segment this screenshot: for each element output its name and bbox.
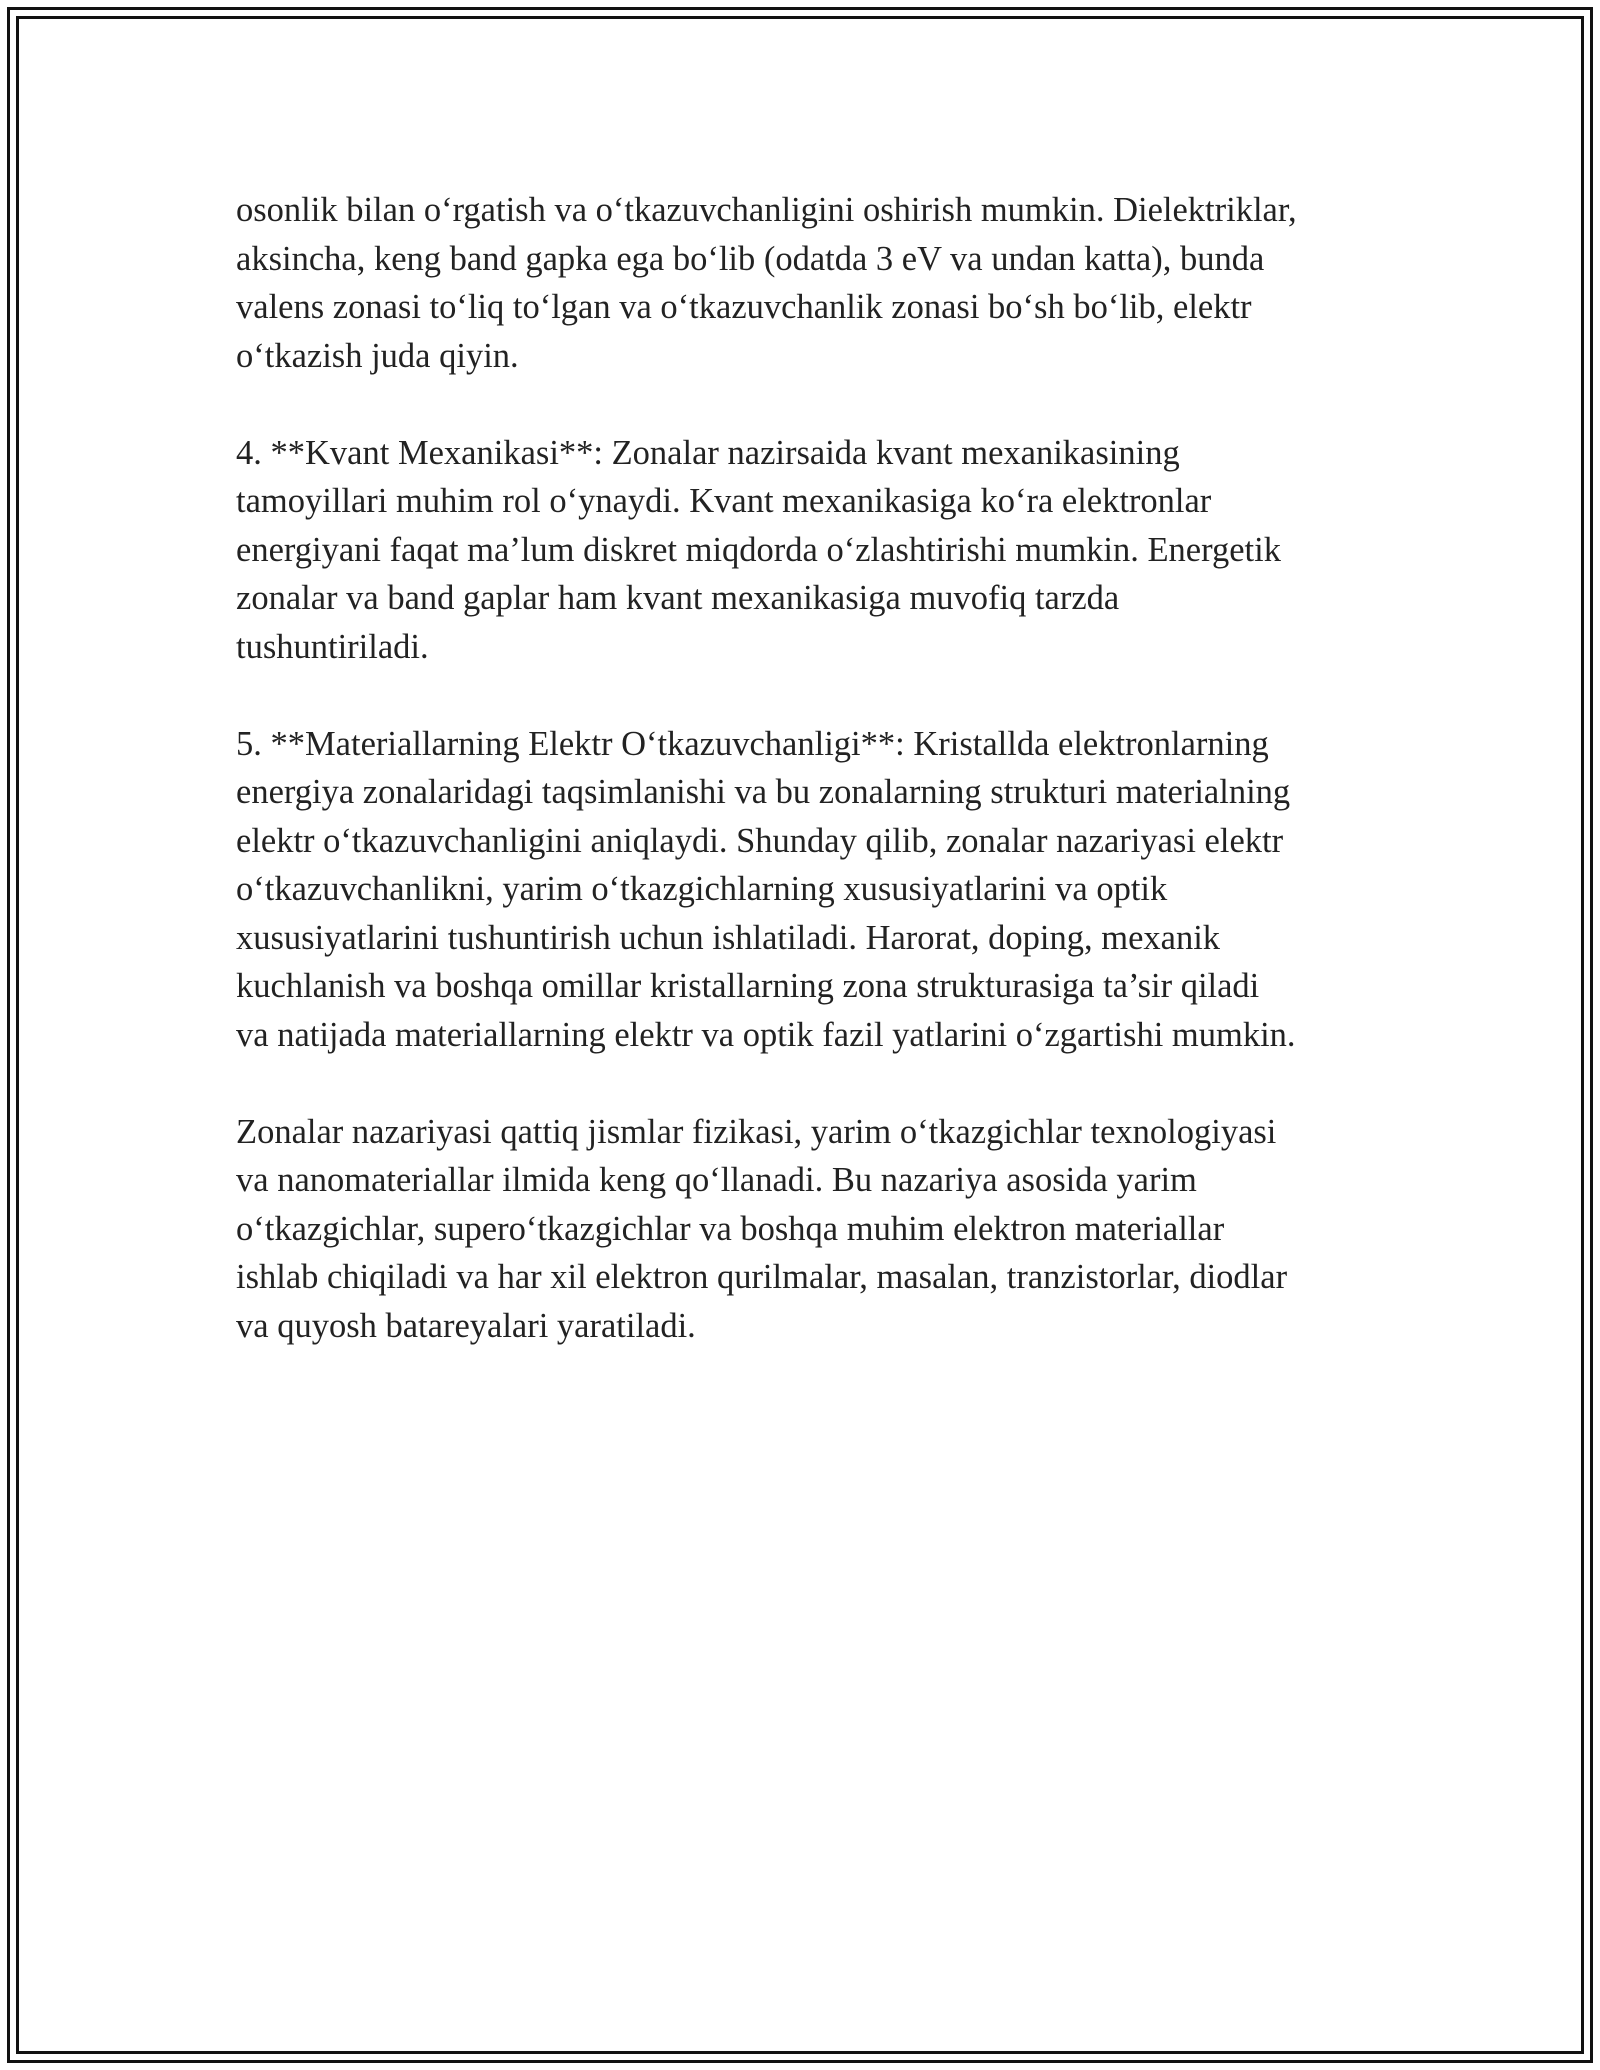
paragraph-conclusion bbox=[236, 1108, 1386, 1351]
text-line: va nanomateriallar ilmida keng qo‘llanadi. Bu nazariya asosida yarim bbox=[236, 1161, 1197, 1199]
text-line: 4. **Kvant Mexanikasi**: Zonalar nazirsaida kvant mexanikasining bbox=[236, 433, 1180, 472]
text-line: o‘tkazuvchanlikni, yarim o‘tkazgichlarning xususiyatlarini va optik bbox=[236, 870, 1168, 908]
text-line: o‘tkazish juda qiyin. bbox=[236, 336, 519, 375]
paragraph-conductivity bbox=[236, 720, 1386, 1060]
page-content bbox=[236, 186, 1386, 1399]
text-line: kuchlanish va boshqa omillar kristallarning zona strukturasiga ta’sir qiladi bbox=[236, 967, 1260, 1005]
text-line: va quyosh batareyalari yaratiladi. bbox=[236, 1306, 696, 1345]
text-line: o‘tkazgichlar, supero‘tkazgichlar va boshqa muhim elektron materiallar bbox=[236, 1209, 1225, 1248]
text-line: osonlik bilan o‘rgatish va o‘tkazuvchanligini oshirish mumkin. Dielektriklar, bbox=[236, 191, 1297, 229]
text-line: 5. **Materiallarning Elektr O‘tkazuvchanligi**: Kristallda elektronlarning bbox=[236, 724, 1269, 763]
text-line: Zonalar nazariyasi qattiq jismlar fizikasi, yarim o‘tkazgichlar texnologiyasi bbox=[236, 1112, 1277, 1151]
paragraph-dielectrics bbox=[236, 186, 1386, 380]
text-line: xususiyatlarini tushuntirish uchun ishlatiladi. Harorat, doping, mexanik bbox=[236, 918, 1221, 957]
text-line: elektr o‘tkazuvchanligini aniqlaydi. Shunday qilib, zonalar nazariyasi elektr bbox=[236, 821, 1284, 860]
text-line: valens zonasi to‘liq to‘lgan va o‘tkazuvchanlik zonasi bo‘sh bo‘lib, elektr bbox=[236, 288, 1252, 326]
text-line: energiya zonalaridagi taqsimlanishi va bu zonalarning strukturi materialning bbox=[236, 773, 1291, 811]
text-line: va natijada materiallarning elektr va optik fazil yatlarini o‘zgartishi mumkin. bbox=[236, 1015, 1296, 1054]
text-line: aksincha, keng band gapka ega bo‘lib (odatda 3 eV va undan katta), bunda bbox=[236, 239, 1265, 278]
text-line: energiyani faqat ma’lum diskret miqdorda o‘zlashtirishi mumkin. Energetik bbox=[236, 530, 1281, 569]
text-line: tamoyillari muhim rol o‘ynaydi. Kvant mexanikasiga ko‘ra elektronlar bbox=[236, 482, 1212, 520]
paragraph-quantum-mechanics bbox=[236, 429, 1386, 672]
text-line: zonalar va band gaplar ham kvant mexanikasiga muvofiq tarzda bbox=[236, 579, 1120, 617]
text-line: tushuntiriladi. bbox=[236, 627, 429, 666]
text-line: ishlab chiqiladi va har xil elektron qurilmalar, masalan, tranzistorlar, diodlar bbox=[236, 1258, 1288, 1296]
